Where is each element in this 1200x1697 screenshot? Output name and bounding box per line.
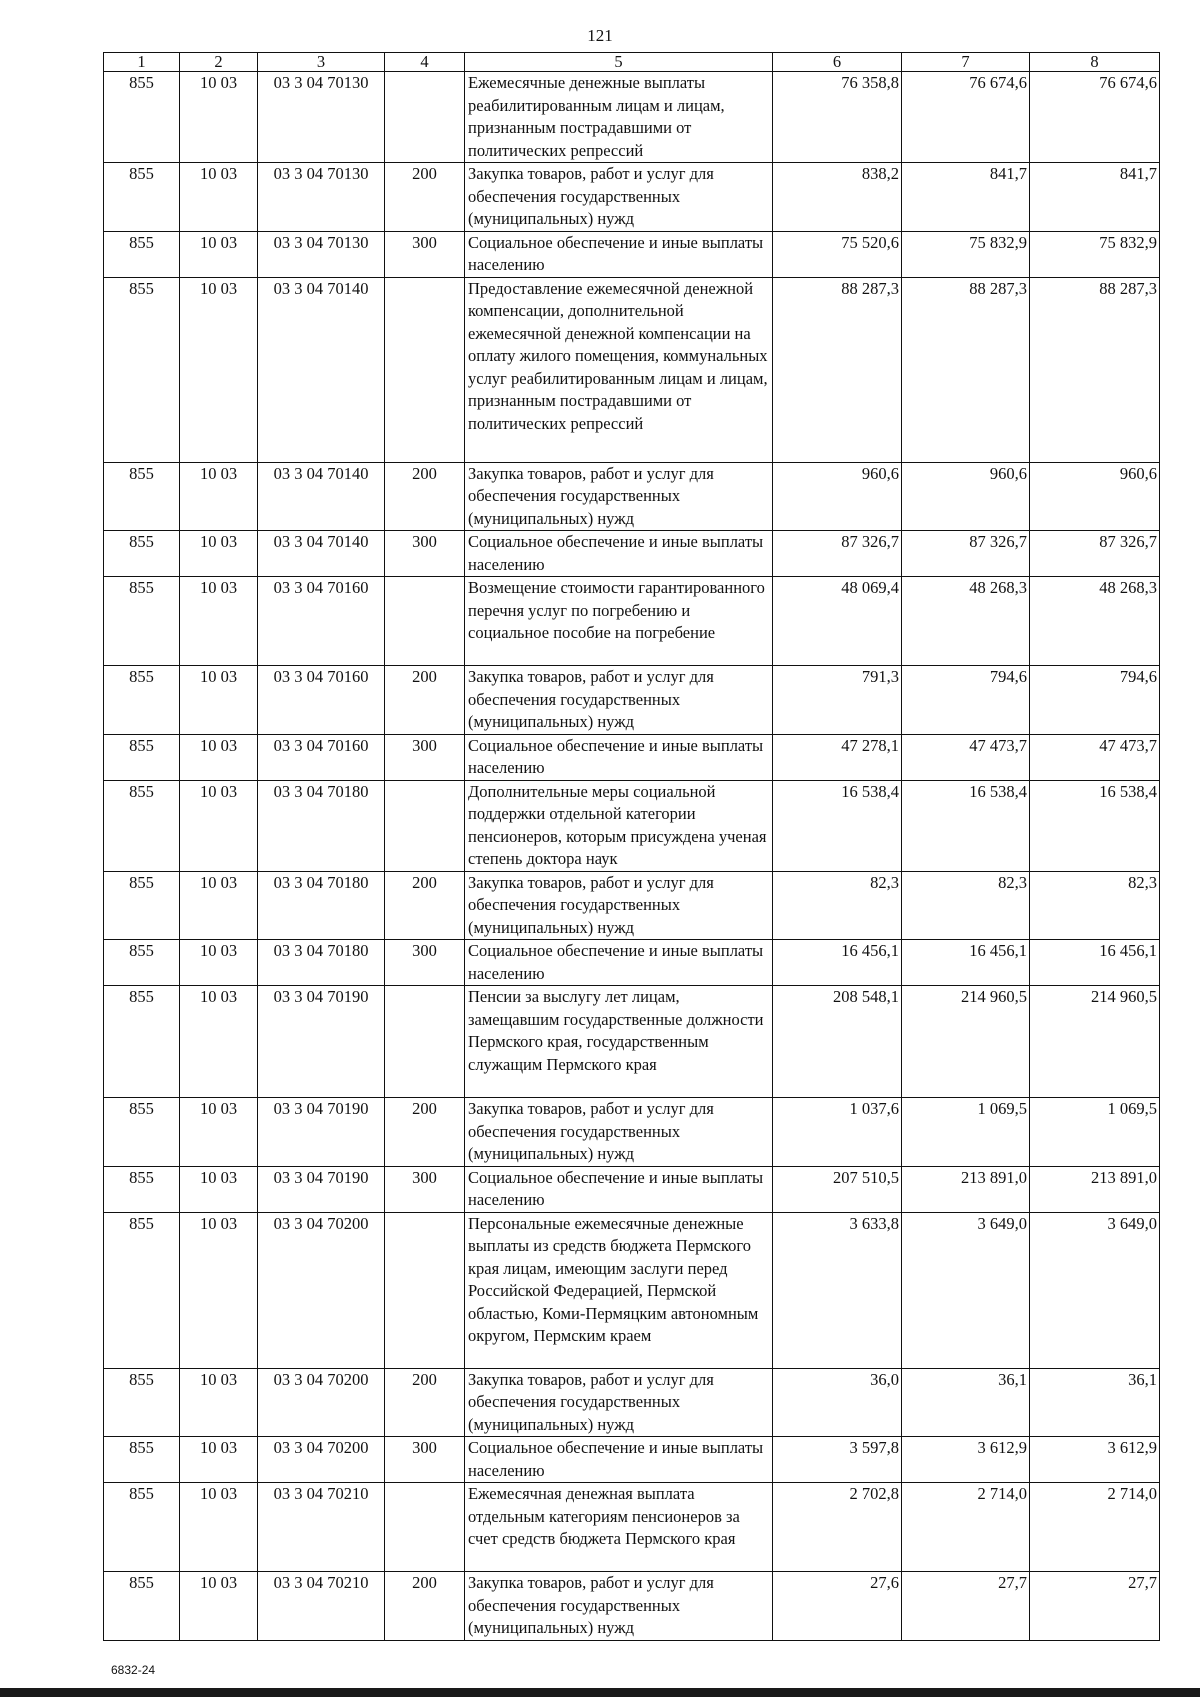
column-header: 5 [465,53,773,72]
cell-amount-col8: 3 649,0 [1030,1212,1160,1368]
cell-amount-col7: 27,7 [902,1572,1030,1641]
cell-amount-col6: 75 520,6 [773,231,902,277]
cell-description: Закупка товаров, работ и услуг для обеспечения государственных (муниципальных) нужд [465,462,773,531]
table-row [104,1166,1160,1212]
cell-amount-col8: 960,6 [1030,462,1160,531]
cell-target-article: 03 3 04 70190 [258,986,385,1098]
cell-amount-col7: 16 538,4 [902,780,1030,871]
cell-admin-code: 855 [104,1483,180,1572]
cell-admin-code: 855 [104,1572,180,1641]
cell-target-article: 03 3 04 70190 [258,1098,385,1167]
cell-admin-code: 855 [104,72,180,163]
cell-target-article: 03 3 04 70180 [258,940,385,986]
cell-expense-type: 300 [385,1166,465,1212]
cell-description: Предоставление ежемесячной денежной компенсации, дополнительной ежемесячной денежной компенсации на оплату жилого помещения, коммунальных услуг реабилитированным лицам и лицам, признанным пострадавшими от политических репрессий [465,277,773,462]
table-row [104,72,1160,163]
cell-section-code: 10 03 [180,666,258,735]
cell-amount-col8: 87 326,7 [1030,531,1160,577]
cell-amount-col6: 960,6 [773,462,902,531]
cell-description: Ежемесячные денежные выплаты реабилитированным лицам и лицам, признанным пострадавшими от политических репрессий [465,72,773,163]
cell-description: Закупка товаров, работ и услуг для обеспечения государственных (муниципальных) нужд [465,1368,773,1437]
cell-amount-col8: 214 960,5 [1030,986,1160,1098]
table-row [104,163,1160,232]
table-row [104,531,1160,577]
cell-target-article: 03 3 04 70160 [258,666,385,735]
cell-target-article: 03 3 04 70140 [258,462,385,531]
cell-amount-col7: 1 069,5 [902,1098,1030,1167]
cell-amount-col8: 27,7 [1030,1572,1160,1641]
cell-section-code: 10 03 [180,1098,258,1167]
cell-target-article: 03 3 04 70130 [258,163,385,232]
cell-target-article: 03 3 04 70160 [258,734,385,780]
table-row [104,1483,1160,1572]
table-row [104,666,1160,735]
table-header-row [104,53,1160,72]
table-row [104,1212,1160,1368]
cell-amount-col7: 214 960,5 [902,986,1030,1098]
cell-amount-col6: 27,6 [773,1572,902,1641]
cell-expense-type [385,1212,465,1368]
column-header: 3 [258,53,385,72]
cell-expense-type: 200 [385,1098,465,1167]
bottom-border [0,1688,1200,1697]
table-row [104,986,1160,1098]
cell-description: Пенсии за выслугу лет лицам, замещавшим государственные должности Пермского края, государственным служащим Пермского края [465,986,773,1098]
budget-table [103,52,1160,1641]
cell-expense-type: 200 [385,1572,465,1641]
cell-section-code: 10 03 [180,1437,258,1483]
cell-amount-col8: 88 287,3 [1030,277,1160,462]
cell-section-code: 10 03 [180,531,258,577]
cell-target-article: 03 3 04 70130 [258,72,385,163]
cell-expense-type [385,986,465,1098]
cell-amount-col7: 960,6 [902,462,1030,531]
cell-amount-col6: 1 037,6 [773,1098,902,1167]
cell-description: Закупка товаров, работ и услуг для обеспечения государственных (муниципальных) нужд [465,871,773,940]
cell-expense-type: 300 [385,231,465,277]
cell-admin-code: 855 [104,231,180,277]
cell-description: Персональные ежемесячные денежные выплаты из средств бюджета Пермского края лицам, имеющим заслуги перед Российской Федерацией, Пермской областью, Коми-Пермяцким автономным округом, Пермским краем [465,1212,773,1368]
cell-description: Социальное обеспечение и иные выплаты населению [465,1437,773,1483]
cell-expense-type [385,277,465,462]
cell-amount-col7: 36,1 [902,1368,1030,1437]
cell-description: Дополнительные меры социальной поддержки отдельной категории пенсионеров, которым присуждена ученая степень доктора наук [465,780,773,871]
cell-amount-col8: 213 891,0 [1030,1166,1160,1212]
cell-amount-col7: 213 891,0 [902,1166,1030,1212]
cell-admin-code: 855 [104,1437,180,1483]
cell-target-article: 03 3 04 70210 [258,1483,385,1572]
cell-amount-col8: 1 069,5 [1030,1098,1160,1167]
cell-amount-col8: 76 674,6 [1030,72,1160,163]
cell-admin-code: 855 [104,577,180,666]
table-row [104,734,1160,780]
cell-amount-col7: 75 832,9 [902,231,1030,277]
cell-amount-col8: 36,1 [1030,1368,1160,1437]
table-body [104,72,1160,1641]
cell-amount-col6: 48 069,4 [773,577,902,666]
cell-amount-col7: 82,3 [902,871,1030,940]
cell-section-code: 10 03 [180,1483,258,1572]
cell-amount-col6: 208 548,1 [773,986,902,1098]
cell-amount-col7: 3 612,9 [902,1437,1030,1483]
table-row [104,871,1160,940]
cell-amount-col8: 16 456,1 [1030,940,1160,986]
cell-amount-col8: 794,6 [1030,666,1160,735]
cell-target-article: 03 3 04 70190 [258,1166,385,1212]
table-row [104,277,1160,462]
cell-target-article: 03 3 04 70200 [258,1368,385,1437]
table-row [104,1098,1160,1167]
cell-expense-type: 200 [385,1368,465,1437]
cell-section-code: 10 03 [180,72,258,163]
cell-section-code: 10 03 [180,1572,258,1641]
cell-description: Закупка товаров, работ и услуг для обеспечения государственных (муниципальных) нужд [465,1098,773,1167]
cell-target-article: 03 3 04 70130 [258,231,385,277]
cell-target-article: 03 3 04 70200 [258,1437,385,1483]
cell-description: Социальное обеспечение и иные выплаты населению [465,1166,773,1212]
cell-description: Закупка товаров, работ и услуг для обеспечения государственных (муниципальных) нужд [465,163,773,232]
cell-section-code: 10 03 [180,462,258,531]
cell-amount-col6: 2 702,8 [773,1483,902,1572]
cell-amount-col6: 36,0 [773,1368,902,1437]
cell-amount-col6: 16 538,4 [773,780,902,871]
cell-description: Социальное обеспечение и иные выплаты населению [465,531,773,577]
table-row [104,940,1160,986]
cell-admin-code: 855 [104,531,180,577]
cell-section-code: 10 03 [180,986,258,1098]
cell-admin-code: 855 [104,666,180,735]
cell-target-article: 03 3 04 70140 [258,277,385,462]
cell-admin-code: 855 [104,277,180,462]
cell-amount-col7: 87 326,7 [902,531,1030,577]
table-row [104,1572,1160,1641]
cell-amount-col7: 2 714,0 [902,1483,1030,1572]
cell-amount-col8: 82,3 [1030,871,1160,940]
cell-admin-code: 855 [104,462,180,531]
cell-expense-type: 300 [385,734,465,780]
cell-section-code: 10 03 [180,1212,258,1368]
column-header: 2 [180,53,258,72]
column-header: 1 [104,53,180,72]
cell-admin-code: 855 [104,1166,180,1212]
cell-description: Закупка товаров, работ и услуг для обеспечения государственных (муниципальных) нужд [465,1572,773,1641]
cell-expense-type [385,780,465,871]
cell-expense-type: 300 [385,531,465,577]
cell-amount-col6: 47 278,1 [773,734,902,780]
cell-admin-code: 855 [104,986,180,1098]
cell-admin-code: 855 [104,780,180,871]
cell-expense-type: 200 [385,163,465,232]
cell-expense-type: 300 [385,940,465,986]
cell-section-code: 10 03 [180,577,258,666]
cell-amount-col8: 47 473,7 [1030,734,1160,780]
cell-section-code: 10 03 [180,734,258,780]
document-code: 6832-24 [111,1663,156,1677]
cell-section-code: 10 03 [180,1368,258,1437]
cell-amount-col6: 76 358,8 [773,72,902,163]
column-header: 8 [1030,53,1160,72]
cell-amount-col6: 791,3 [773,666,902,735]
cell-amount-col6: 87 326,7 [773,531,902,577]
cell-admin-code: 855 [104,1212,180,1368]
cell-expense-type: 200 [385,462,465,531]
cell-admin-code: 855 [104,1098,180,1167]
cell-description: Ежемесячная денежная выплата отдельным категориям пенсионеров за счет средств бюджета Пермского края [465,1483,773,1572]
cell-amount-col6: 82,3 [773,871,902,940]
cell-description: Социальное обеспечение и иные выплаты населению [465,231,773,277]
cell-amount-col7: 88 287,3 [902,277,1030,462]
cell-amount-col7: 48 268,3 [902,577,1030,666]
cell-amount-col8: 75 832,9 [1030,231,1160,277]
cell-target-article: 03 3 04 70180 [258,780,385,871]
cell-admin-code: 855 [104,1368,180,1437]
cell-amount-col6: 88 287,3 [773,277,902,462]
page-number: 121 [587,26,613,45]
table-row [104,577,1160,666]
cell-amount-col8: 841,7 [1030,163,1160,232]
cell-expense-type [385,577,465,666]
cell-expense-type [385,1483,465,1572]
table-row [104,780,1160,871]
cell-amount-col6: 838,2 [773,163,902,232]
cell-admin-code: 855 [104,734,180,780]
cell-target-article: 03 3 04 70160 [258,577,385,666]
cell-amount-col7: 794,6 [902,666,1030,735]
column-header: 4 [385,53,465,72]
cell-admin-code: 855 [104,163,180,232]
cell-amount-col7: 3 649,0 [902,1212,1030,1368]
cell-amount-col7: 16 456,1 [902,940,1030,986]
cell-target-article: 03 3 04 70210 [258,1572,385,1641]
cell-admin-code: 855 [104,871,180,940]
cell-section-code: 10 03 [180,780,258,871]
cell-section-code: 10 03 [180,231,258,277]
table-row [104,462,1160,531]
column-header: 6 [773,53,902,72]
cell-amount-col8: 2 714,0 [1030,1483,1160,1572]
cell-expense-type: 300 [385,1437,465,1483]
cell-section-code: 10 03 [180,871,258,940]
cell-description: Закупка товаров, работ и услуг для обеспечения государственных (муниципальных) нужд [465,666,773,735]
cell-section-code: 10 03 [180,277,258,462]
cell-description: Социальное обеспечение и иные выплаты населению [465,940,773,986]
cell-target-article: 03 3 04 70180 [258,871,385,940]
cell-target-article: 03 3 04 70200 [258,1212,385,1368]
cell-amount-col7: 47 473,7 [902,734,1030,780]
cell-amount-col8: 3 612,9 [1030,1437,1160,1483]
table-row [104,231,1160,277]
cell-section-code: 10 03 [180,1166,258,1212]
cell-amount-col6: 16 456,1 [773,940,902,986]
cell-amount-col6: 3 597,8 [773,1437,902,1483]
cell-section-code: 10 03 [180,163,258,232]
table-row [104,1368,1160,1437]
cell-description: Социальное обеспечение и иные выплаты населению [465,734,773,780]
cell-amount-col6: 3 633,8 [773,1212,902,1368]
cell-expense-type: 200 [385,871,465,940]
cell-amount-col7: 76 674,6 [902,72,1030,163]
column-header: 7 [902,53,1030,72]
cell-amount-col6: 207 510,5 [773,1166,902,1212]
cell-amount-col8: 16 538,4 [1030,780,1160,871]
cell-amount-col7: 841,7 [902,163,1030,232]
cell-expense-type: 200 [385,666,465,735]
cell-section-code: 10 03 [180,940,258,986]
cell-expense-type [385,72,465,163]
cell-admin-code: 855 [104,940,180,986]
cell-description: Возмещение стоимости гарантированного перечня услуг по погребению и социальное пособие на погребение [465,577,773,666]
cell-target-article: 03 3 04 70140 [258,531,385,577]
cell-amount-col8: 48 268,3 [1030,577,1160,666]
table-row [104,1437,1160,1483]
